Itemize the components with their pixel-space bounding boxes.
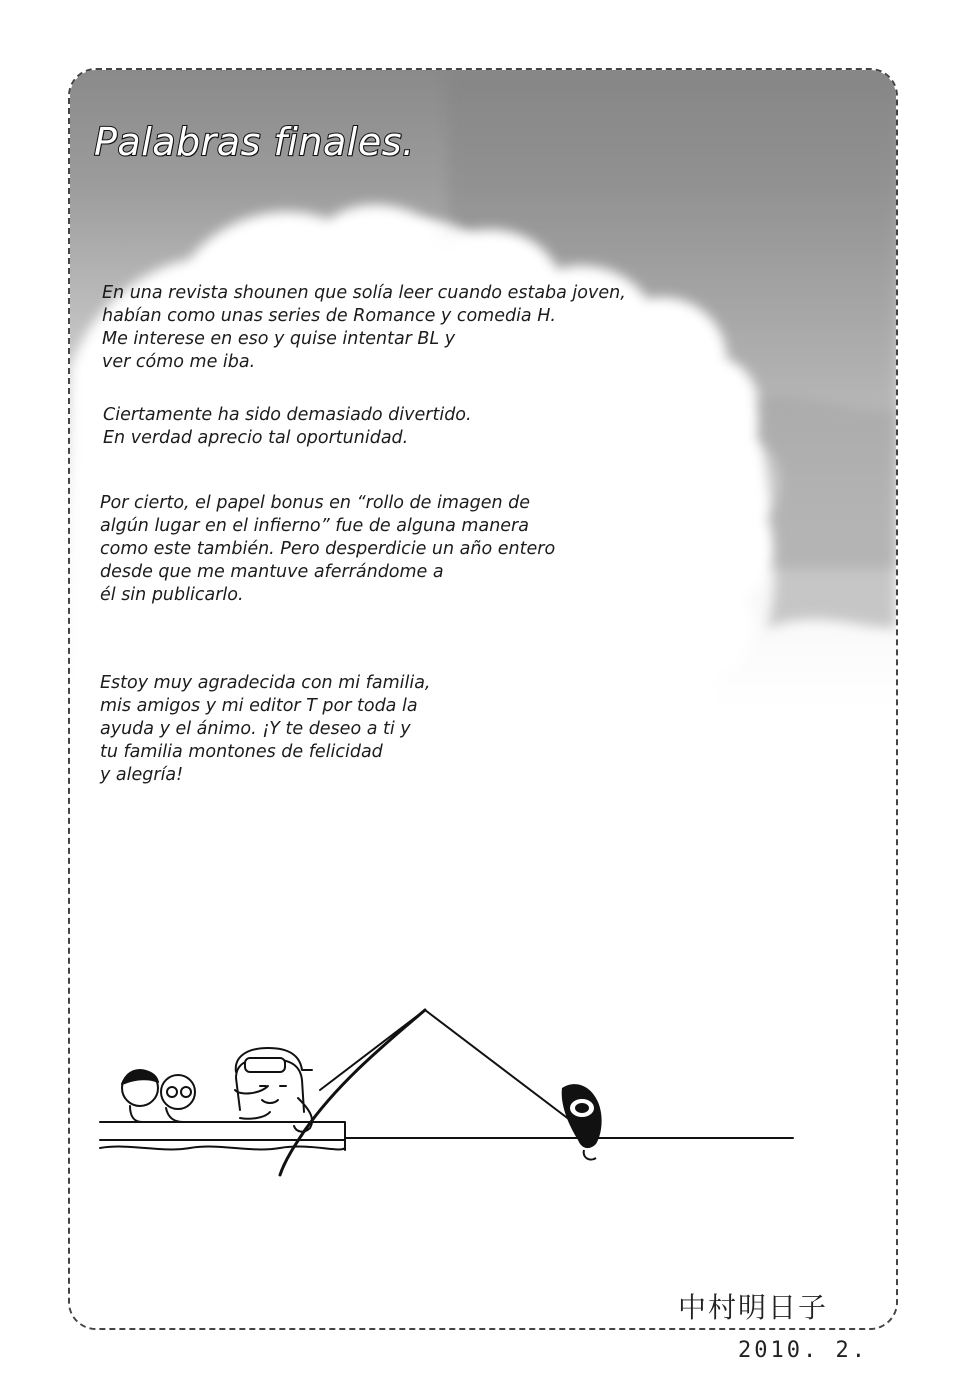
paragraph-line: como este también. Pero desperdicie un año entero (100, 539, 556, 559)
paragraph-line: algún lugar en el infierno” fue de alguna manera (100, 516, 529, 536)
paragraph-line: mis amigos y mi editor T por toda la (100, 696, 418, 716)
signature-date: 2010. 2. (738, 1338, 868, 1363)
paragraph-line: habían como unas series de Romance y comedia H. (102, 306, 556, 326)
paragraph-line: Estoy muy agradecida con mi familia, (100, 673, 431, 693)
paragraph-line: En una revista shounen que solía leer cuando estaba joven, (102, 283, 626, 303)
fishing-rod-icon (280, 1010, 425, 1175)
paragraph-line: Por cierto, el papel bonus en “rollo de imagen de (100, 493, 531, 513)
paragraph-line: ver cómo me iba. (102, 352, 256, 372)
paragraph-gratitude (100, 672, 430, 787)
paragraph-line: desde que me mantuve aferrándome a (100, 562, 444, 582)
page-title: Palabras finales. (94, 120, 415, 164)
fish-icon (562, 1084, 602, 1159)
author-signature: 中村明日子 (678, 1291, 829, 1324)
paragraph-line: En verdad aprecio tal oportunidad. (103, 428, 409, 448)
fishing-line (320, 1010, 570, 1120)
paragraph-bonus (100, 492, 555, 607)
paragraph-line: Me interese en eso y quise intentar BL y (102, 329, 456, 349)
paragraph-line: él sin publicarlo. (100, 585, 244, 605)
paragraph-line: Ciertamente ha sido demasiado divertido. (103, 405, 472, 425)
paragraph-line: tu familia montones de felicidad (100, 742, 383, 762)
fishing-illustration (90, 1000, 810, 1200)
paragraph-line: ayuda y el ánimo. ¡Y te deseo a ti y (100, 719, 411, 739)
paragraph-line: y alegría! (100, 765, 184, 785)
paragraph-intro (102, 282, 626, 374)
paragraph-thanks (103, 404, 472, 450)
